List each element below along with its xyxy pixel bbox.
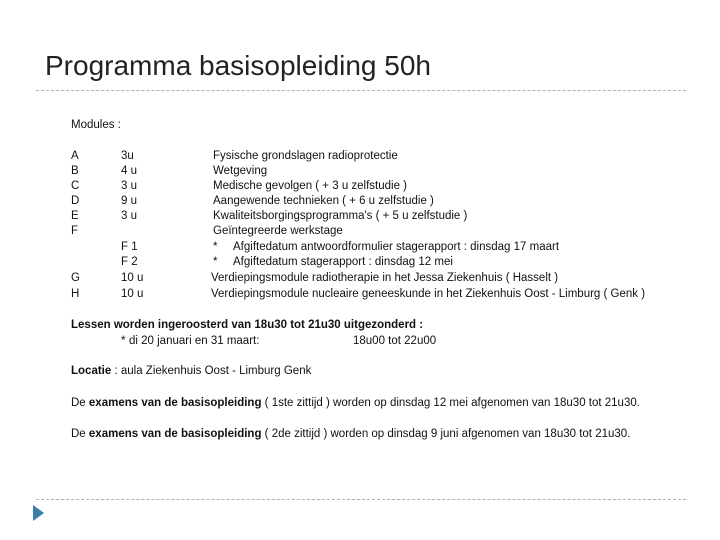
module-hours: 10 u <box>121 272 144 284</box>
module-code: H <box>71 288 80 300</box>
module-desc: Aangewende technieken ( + 6 u zelfstudie ) <box>213 195 434 207</box>
submodule-bullet: * <box>213 256 218 268</box>
modules-heading: Modules : <box>71 119 121 131</box>
module-desc: Kwaliteitsborgingsprogramma's ( + 5 u zelfstudie ) <box>213 210 468 222</box>
module-desc: Verdiepingsmodule nucleaire geneeskunde in het Ziekenhuis Oost - Limburg ( Genk ) <box>211 288 646 300</box>
submodule-bullet: * <box>213 241 218 253</box>
lessen-bullet: * <box>121 335 126 347</box>
exam-rest: ( 1ste zittijd ) worden op dinsdag 12 mei afgenomen van 18u30 tot 21u30. <box>264 397 640 409</box>
slide-bullet-arrow-icon <box>33 505 44 521</box>
locatie-label: Locatie <box>71 365 112 377</box>
exam-line-2 <box>71 427 630 442</box>
module-hours: 3 u <box>121 210 137 222</box>
module-code: F <box>71 225 79 237</box>
module-code: A <box>71 150 79 162</box>
module-hours: 3u <box>121 150 134 162</box>
module-hours: 9 u <box>121 195 137 207</box>
module-code: G <box>71 272 80 284</box>
locatie-value: : aula Ziekenhuis Oost - Limburg Genk <box>114 365 312 377</box>
exam-pre: De <box>71 397 86 409</box>
locatie-line <box>71 364 311 379</box>
module-hours: 4 u <box>121 165 137 177</box>
module-desc: Geïntegreerde werkstage <box>213 225 343 237</box>
exam-bold: examens van de basisopleiding <box>88 428 262 440</box>
module-desc: Verdiepingsmodule radiotherapie in het Jessa Ziekenhuis ( Hasselt ) <box>211 272 559 284</box>
module-code: B <box>71 165 79 177</box>
submodule-code: F 1 <box>121 241 138 253</box>
bottom-divider <box>36 499 686 500</box>
module-code: D <box>71 195 80 207</box>
submodule-desc: Afgiftedatum antwoordformulier stagerapport : dinsdag 17 maart <box>233 241 560 253</box>
module-code: E <box>71 210 79 222</box>
exam-rest: ( 2de zittijd ) worden op dinsdag 9 juni afgenomen van 18u30 tot 21u30. <box>264 428 631 440</box>
top-divider <box>36 90 686 91</box>
module-hours: 3 u <box>121 180 137 192</box>
submodule-code: F 2 <box>121 256 138 268</box>
module-desc: Wetgeving <box>213 165 268 177</box>
module-hours: 10 u <box>121 288 144 300</box>
lessen-heading: Lessen worden ingeroosterd van 18u30 tot 21u30 uitgezonderd : <box>71 319 424 331</box>
module-desc: Fysische grondslagen radioprotectie <box>213 150 398 162</box>
lessen-time: 18u00 tot 22u00 <box>353 335 437 347</box>
exam-bold: examens van de basisopleiding <box>88 397 262 409</box>
module-desc: Medische gevolgen ( + 3 u zelfstudie ) <box>213 180 408 192</box>
slide-title: Programma basisopleiding 50h <box>45 50 431 81</box>
module-code: C <box>71 180 80 192</box>
submodule-desc: Afgiftedatum stagerapport : dinsdag 12 mei <box>233 256 453 268</box>
exam-line-1 <box>71 396 640 411</box>
exam-pre: De <box>71 428 86 440</box>
lessen-dates: di 20 januari en 31 maart: <box>129 335 260 347</box>
